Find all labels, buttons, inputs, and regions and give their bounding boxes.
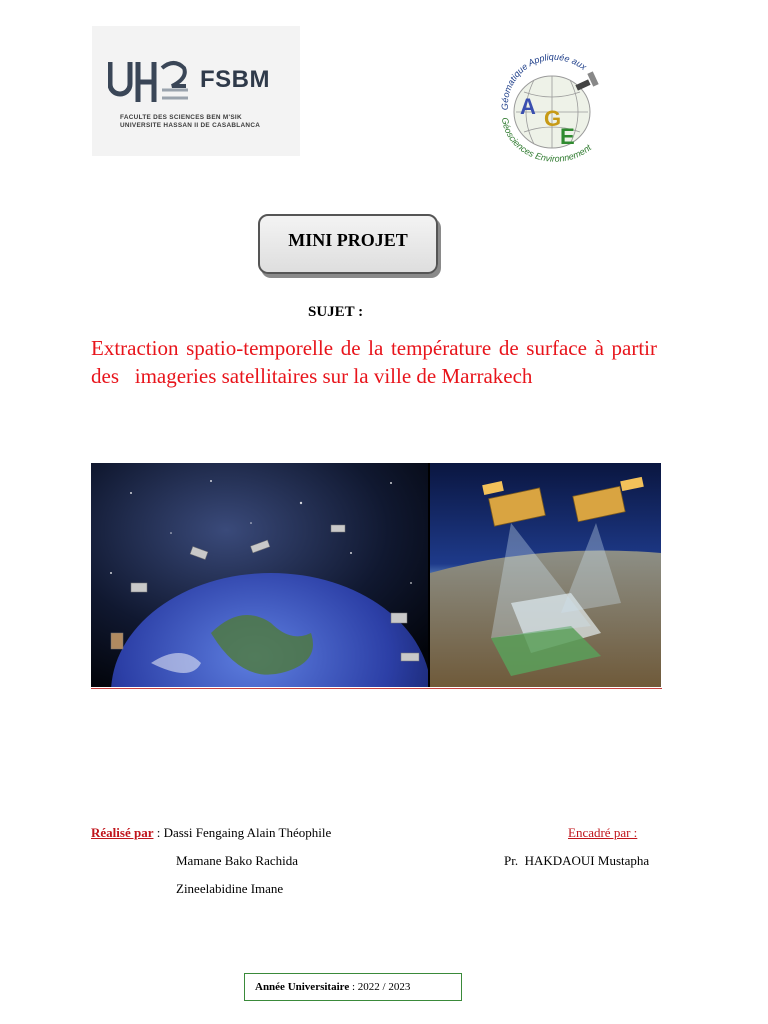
author-3: Zineelabidine Imane (176, 881, 284, 896)
subject-text: Extraction spatio-temporelle de la température de surface à partir des imageries satellitaires sur la ville de Marrakech (91, 336, 663, 388)
fsbm-university-line: UNIVERSITE HASSAN II DE CASABLANCA (120, 122, 261, 129)
age-ring-text: Géomatique Appliquée aux (499, 52, 589, 111)
age-letter-e: E (560, 124, 575, 149)
svg-text:Géosciences Environnement: Géosciences Environnement (499, 116, 594, 164)
author-2: Mamane Bako Rachida (176, 853, 299, 868)
age-globe-icon (490, 52, 618, 164)
realise-line (91, 825, 331, 841)
fsbm-logo (92, 26, 300, 156)
subject-label: SUJET : (308, 304, 364, 320)
realise-separator: : (153, 825, 164, 840)
realise-label: Réalisé par (91, 825, 154, 840)
encadre-label: Encadré par : (568, 825, 638, 840)
year-separator: : (349, 981, 358, 993)
year-label: Année Universitaire (255, 981, 350, 993)
page-title: MINI PROJET (288, 229, 408, 250)
uh2c-emblem-icon (108, 60, 194, 104)
age-letter-a: A (520, 94, 536, 119)
satellite-icon (575, 71, 598, 90)
banner-underline (91, 688, 662, 689)
age-logo (490, 52, 618, 164)
year-value: 2022 / 2023 (357, 981, 411, 993)
fsbm-name: FSBM (200, 66, 270, 93)
title-box (258, 214, 438, 274)
age-letter-g: G (544, 106, 562, 131)
academic-year-box (244, 973, 462, 1001)
supervisor-name: Pr. HAKDAOUI Mustapha (504, 853, 650, 868)
satellite-banner-image (91, 463, 661, 687)
fsbm-faculty-line: FACULTE DES SCIENCES BEN M'SIK (120, 114, 242, 121)
author-1: Dassi Fengaing Alain Théophile (163, 825, 332, 840)
